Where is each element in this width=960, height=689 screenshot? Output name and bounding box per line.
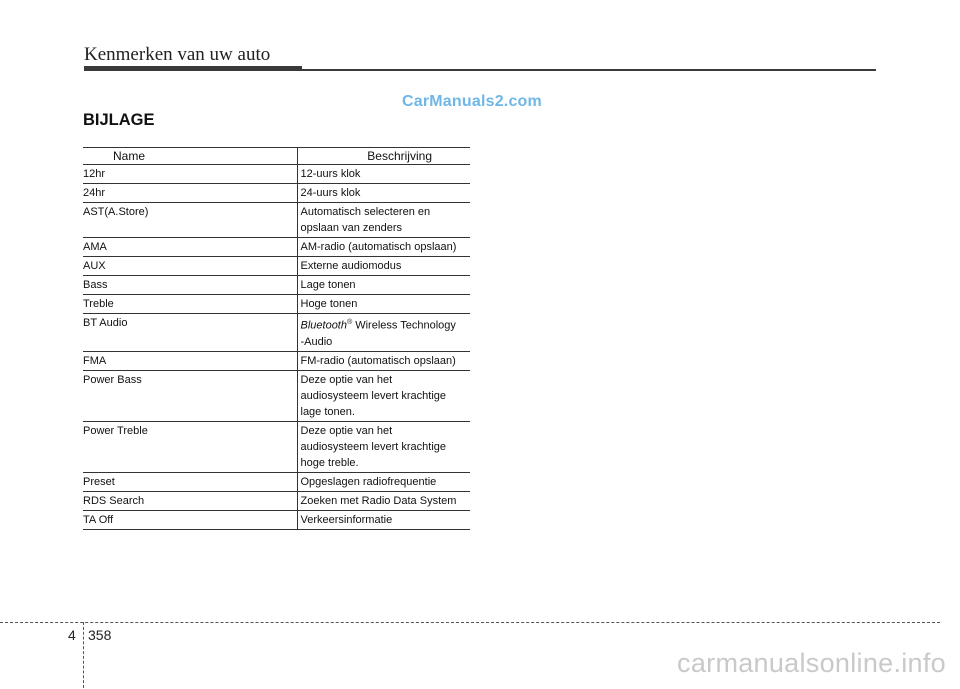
registered-mark: ®: [346, 319, 353, 326]
header-rule-thin: [302, 69, 876, 71]
description-line: audiosysteem levert krachtige: [300, 440, 447, 453]
description-line: Automatisch selecteren en: [300, 206, 431, 218]
row-description: [297, 184, 470, 203]
table-row: [83, 510, 470, 529]
column-header-name: Name: [83, 148, 177, 165]
row-description: [297, 370, 470, 421]
column-divider: [177, 165, 297, 184]
row-description: [297, 421, 470, 472]
row-description: [297, 203, 470, 238]
table-row: [83, 165, 470, 184]
column-divider: [177, 491, 297, 510]
bluetooth-brand: Bluetooth: [300, 319, 347, 332]
table-header-row: [83, 148, 470, 165]
description-line: Lage tonen: [300, 279, 356, 291]
row-term: 12hr: [83, 165, 177, 184]
row-term: TA Off: [83, 510, 177, 529]
column-divider: [177, 314, 297, 352]
column-divider: [177, 421, 297, 472]
column-divider: [177, 370, 297, 421]
row-description: [297, 257, 470, 276]
row-term: Power Bass: [83, 370, 177, 421]
description-line: opslaan van zenders: [300, 222, 403, 234]
description-line: Externe audiomodus: [300, 260, 402, 272]
description-line: -Audio: [300, 335, 333, 348]
table-row: [83, 370, 470, 421]
description-line: AM-radio (automatisch opslaan): [300, 241, 457, 253]
row-term: Preset: [83, 472, 177, 491]
row-term: AST(A.Store): [83, 203, 177, 238]
footer-vertical-divider: [83, 622, 84, 688]
page-number: 358: [88, 627, 112, 643]
column-divider: [177, 238, 297, 257]
row-description: [297, 276, 470, 295]
table-row: [83, 421, 470, 472]
table-row: [83, 257, 470, 276]
table-row: [83, 276, 470, 295]
table-row: [83, 295, 470, 314]
description-line: audiosysteem levert krachtige: [300, 389, 447, 402]
table-row: [83, 203, 470, 238]
row-description: [297, 510, 470, 529]
column-divider: [177, 472, 297, 491]
description-line: hoge treble.: [300, 456, 359, 469]
description-line: Deze optie van het: [300, 373, 393, 386]
table-row: [83, 314, 470, 352]
row-term: Power Treble: [83, 421, 177, 472]
row-term: AUX: [83, 257, 177, 276]
header-rule-thick: [84, 66, 302, 71]
description-line: Zoeken met Radio Data System: [300, 494, 457, 507]
column-header-description: Beschrijving: [297, 148, 470, 165]
table-body: [83, 165, 470, 530]
table-row: [83, 472, 470, 491]
watermark-link[interactable]: CarManuals2.com: [402, 93, 542, 110]
description-line: Deze optie van het: [300, 424, 393, 437]
row-term: BT Audio: [83, 314, 177, 352]
table-row: [83, 351, 470, 370]
row-description: [297, 472, 470, 491]
row-term: FMA: [83, 351, 177, 370]
table-row: [83, 184, 470, 203]
description-line: [301, 315, 471, 334]
row-term: AMA: [83, 238, 177, 257]
description-line: Hoge tonen: [300, 298, 358, 310]
column-divider: [177, 510, 297, 529]
column-divider: [177, 148, 297, 165]
column-divider: [177, 257, 297, 276]
row-description: [297, 491, 470, 510]
section-heading: BIJLAGE: [83, 111, 155, 129]
row-term: 24hr: [83, 184, 177, 203]
row-description: [297, 238, 470, 257]
description-line: FM-radio (automatisch opslaan): [300, 354, 456, 367]
description-text: Wireless Technology: [352, 319, 456, 332]
column-divider: [177, 203, 297, 238]
description-line: 12-uurs klok: [300, 168, 361, 180]
row-description: [297, 165, 470, 184]
watermark-bottom[interactable]: carmanualsonline.info: [677, 648, 946, 678]
chapter-number: 4: [68, 627, 76, 643]
row-description: [297, 314, 470, 352]
table-row: [83, 238, 470, 257]
description-line: lage tonen.: [300, 405, 355, 418]
column-divider: [177, 351, 297, 370]
row-description: [297, 351, 470, 370]
row-term: Treble: [83, 295, 177, 314]
column-divider: [177, 184, 297, 203]
description-line: Verkeersinformatie: [300, 513, 393, 526]
row-description: [297, 295, 470, 314]
glossary-table: [83, 147, 470, 530]
column-divider: [177, 276, 297, 295]
header-title: Kenmerken van uw auto: [84, 44, 271, 65]
table-row: [83, 491, 470, 510]
footer-divider: [0, 622, 940, 623]
row-term: Bass: [83, 276, 177, 295]
column-divider: [177, 295, 297, 314]
description-line: Opgeslagen radiofrequentie: [300, 475, 437, 488]
description-line: 24-uurs klok: [300, 187, 361, 199]
row-term: RDS Search: [83, 491, 177, 510]
